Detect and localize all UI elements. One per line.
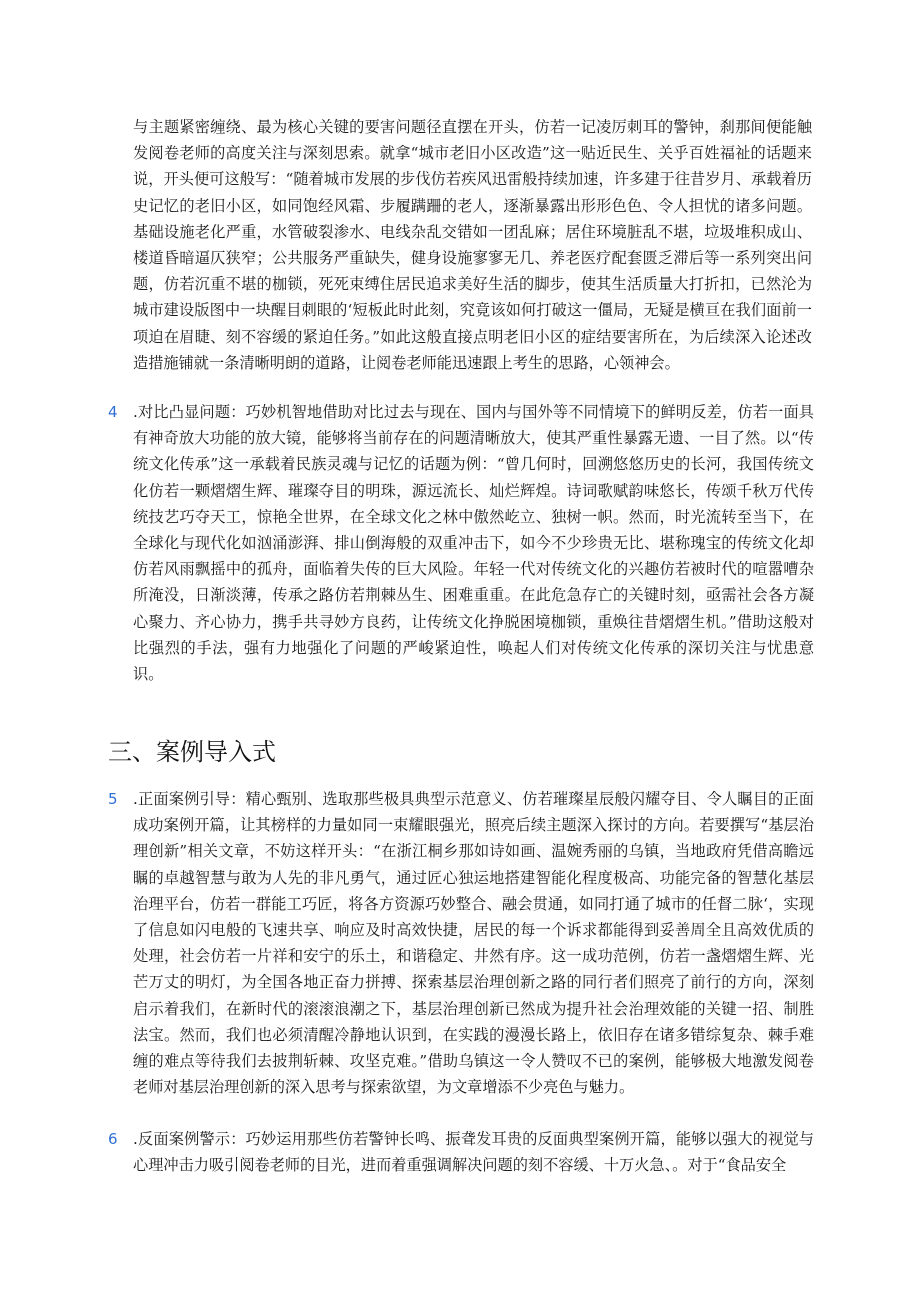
section-heading: 三、案例导入式 — [108, 738, 276, 766]
list-item-text: .反面案例警示：巧妙运用那些仿若警钟长鸣、振聋发耳贵的反面典型案例开篇，能够以强大的视觉与心理冲击力吸引阅卷老师的目光，进而着重强调解决问题的刻不容缓、十万火急、。对于“食品安全 — [133, 1130, 814, 1175]
list-item — [108, 399, 814, 687]
list-item-text: .对比凸显问题：巧妙机智地借助对比过去与现在、国内与国外等不同情境下的鲜明反差，仿若一面具有神奇放大功能的放大镜，能够将当前存在的问题清晰放大，使其严重性暴露无遗、一目了然。以“传统文化传承”这一承载着民族灵魂与记忆的话题为例：“曾几何时，回溯悠悠历史的长河，我国传统文化仿若一颗熠熠生辉、璀璨夺目的明珠，源远流长、灿烂辉煌。诗词歌赋韵味悠长，传颂千秋万代传统技艺巧夺天工，惊艳全世界，在全球文化之林中傲然屹立、独树一帜。然而，时光流转至当下，在全球化与现代化如汹涌澎湃、排山倒海般的双重冲击下，如今不少珍贵无比、堪称瑰宝的传统文化却仿若风雨飘摇中的孤舟，面临着失传的巨大风险。年轻一代对传统文化的兴趣仿若被时代的喧嚣嘈杂所淹没，日渐淡薄，传承之路仿若荆棘丛生、困难重重。在此危急存亡的关键时刻，亟需社会各方凝心聚力、齐心协力，携手共寻妙方良药，让传统文化挣脱困境枷锁，重焕往昔熠熠生机。”借助这般对比强烈的手法，强有力地强化了问题的严峻紧迫性，唤起人们对传统文化传承的深切关注与忧患意识。 — [133, 403, 814, 684]
list-item — [108, 1126, 814, 1178]
list-item — [108, 786, 814, 1100]
list-item-number: 6 — [108, 1130, 118, 1148]
intro-paragraph: 与主题紧密缠绕、最为核心关键的要害问题径直摆在开头，仿若一记凌厉刺耳的警钟，刹那间便能触发阅卷老师的高度关注与深刻思索。就拿“城市老旧小区改造”这一贴近民生、关乎百姓福祉的话题来说，开头便可这般写：“随着城市发展的步伐仿若疾风迅雷般持续加速，许多建于往昔岁月、承载着历史记忆的老旧小区，如同饱经风霜、步履蹒跚的老人，逐渐暴露出形形色色、令人担忧的诸多问题。基础设施老化严重，水管破裂渗水、电线杂乱交错如一团乱麻；居住环境脏乱不堪，垃圾堆积成山、楼道昏暗逼仄狭窄；公共服务严重缺失，健身设施寥寥无几、养老医疗配套匮乏滞后等一系列突出问题，仿若沉重不堪的枷锁，死死束缚住居民追求美好生活的脚步，使其生活质量大打折扣，已然沦为城市建设版图中一块醒目刺眼的‘短板此时此刻，究竟该如何打破这一僵局，无疑是横亘在我们面前一项迫在眉睫、刻不容缓的紧迫任务。”如此这般直接点明老旧小区的症结要害所在，为后续深入论述改造措施铺就一条清晰明朗的道路，让阅卷老师能迅速跟上考生的思路，心领神会。 — [133, 118, 812, 372]
list-item-text: .正面案例引导：精心甄别、选取那些极具典型示范意义、仿若璀璨星辰般闪耀夺目、令人瞩目的正面成功案例开篇，让其榜样的力量如同一束耀眼强光，照亮后续主题深入探讨的方向。若要撰写“基层治理创新”相关文章，不妨这样开头：“在浙江桐乡那如诗如画、温婉秀丽的乌镇，当地政府凭借高瞻远瞩的卓越智慧与敢为人先的非凡勇气，通过匠心独运地搭建智能化程度极高、功能完备的智慧化基层治理平台，仿若一群能工巧匠，将各方资源巧妙整合、融会贯通，如同打通了城市的任督二脉‘，实现了信息如闪电般的飞速共享、响应及时高效快捷，居民的每一个诉求都能得到妥善周全且高效优质的处理，社会仿若一片祥和安宁的乐土，和谐稳定、井然有序。这一成功范例，仿若一盏熠熠生辉、光芒万丈的明灯，为全国各地正奋力拼搏、探索基层治理创新之路的同行者们照亮了前行的方向，深刻启示着我们，在新时代的滚滚浪潮之下，基层治理创新已然成为提升社会治理效能的关键一招、制胜法宝。然而，我们也必须清醒冷静地认识到，在实践的漫漫长路上，依旧存在诸多错综复杂、棘手难缠的难点等待我们去披荆斩棘、攻坚克难。”借助乌镇这一令人赞叹不已的案例，能够极大地激发阅卷老师对基层治理创新的深入思考与探索欲望，为文章增添不少亮色与魅力。 — [133, 790, 814, 1097]
list-item-number: 4 — [108, 403, 118, 421]
list-item-number: 5 — [108, 790, 118, 808]
